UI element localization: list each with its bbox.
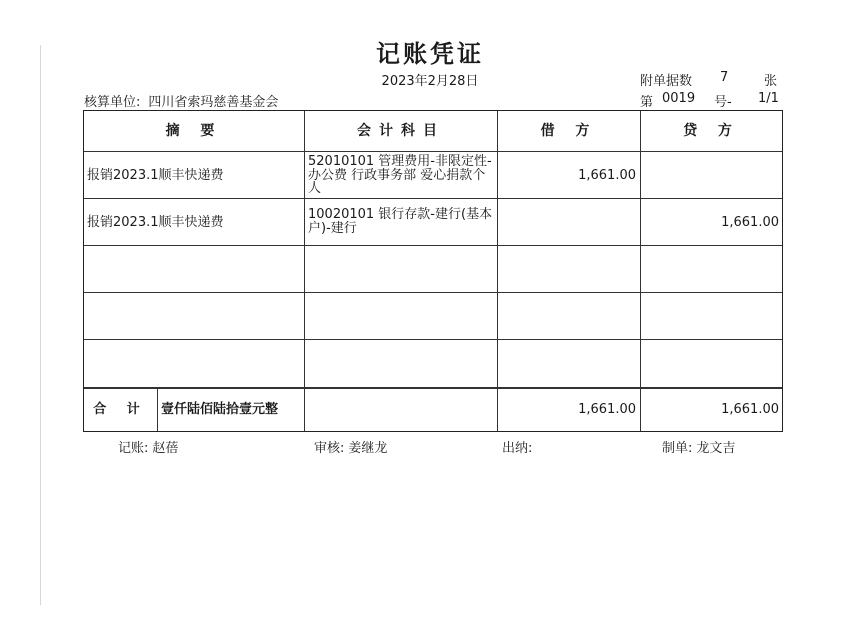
accounting-unit-name: 四川省索玛慈善基金会: [148, 95, 279, 110]
row-divider: [84, 339, 782, 340]
header-summary: 摘 要: [165, 123, 223, 139]
document-title: 记账凭证: [376, 40, 484, 68]
bookkeeper-name: 赵蓓: [152, 441, 179, 456]
signature-reviewer: [314, 437, 387, 456]
total-label: 合 计: [93, 402, 148, 417]
voucher-date: 2023年2月28日: [381, 74, 479, 89]
row-2-credit: 1,661.00: [721, 215, 779, 230]
voucher-page: 1/1: [758, 91, 779, 106]
row-2-summary: 报销2023.1顺丰快递费: [87, 215, 224, 230]
row-2-account: 10020101 银行存款-建行(基本户)-建行: [308, 207, 493, 236]
voucher-number-prefix: 第: [640, 95, 654, 110]
col-divider: [304, 111, 305, 431]
accounting-unit: [84, 91, 278, 110]
voucher-table: [83, 110, 783, 432]
col-divider: [640, 111, 641, 431]
reviewer-label: 审核:: [314, 441, 345, 456]
row-divider: [84, 198, 782, 199]
attachments-unit: 张: [764, 74, 778, 89]
signature-bookkeeper: [118, 437, 178, 456]
signature-cashier: [502, 437, 536, 456]
row-divider: [84, 387, 782, 389]
row-divider: [84, 245, 782, 246]
header-account: 会计科目: [357, 123, 445, 139]
signature-preparer: [662, 437, 735, 456]
row-1-summary: 报销2023.1顺丰快递费: [87, 168, 224, 183]
voucher-number-value: 0019: [662, 91, 696, 106]
row-1-debit: 1,661.00: [578, 168, 636, 183]
preparer-name: 龙文吉: [696, 441, 736, 456]
attachments-count: [640, 70, 778, 89]
bookkeeper-label: 记账:: [118, 441, 149, 456]
attachments-label: 附单据数: [640, 74, 693, 89]
header-debit: 借 方: [540, 123, 598, 139]
row-divider: [84, 151, 782, 152]
total-amount-words: 壹仟陆佰陆拾壹元整: [161, 402, 279, 417]
header-credit: 贷 方: [683, 123, 740, 139]
cashier-label: 出纳:: [502, 441, 533, 456]
row-divider: [84, 292, 782, 293]
attachments-number: 7: [720, 70, 729, 85]
preparer-label: 制单:: [662, 441, 693, 456]
col-divider: [497, 111, 498, 431]
reviewer-name: 姜继龙: [348, 441, 388, 456]
row-1-account: 52010101 管理费用-非限定性-办公费 行政事务部 爱心捐款个人: [308, 154, 492, 196]
scan-edge-mark: [40, 45, 41, 605]
total-credit: 1,661.00: [721, 402, 779, 417]
voucher-number-suffix: 号-: [714, 95, 732, 110]
total-label-divider: [157, 387, 158, 431]
total-debit: 1,661.00: [578, 402, 636, 417]
accounting-unit-label: 核算单位:: [84, 95, 141, 110]
